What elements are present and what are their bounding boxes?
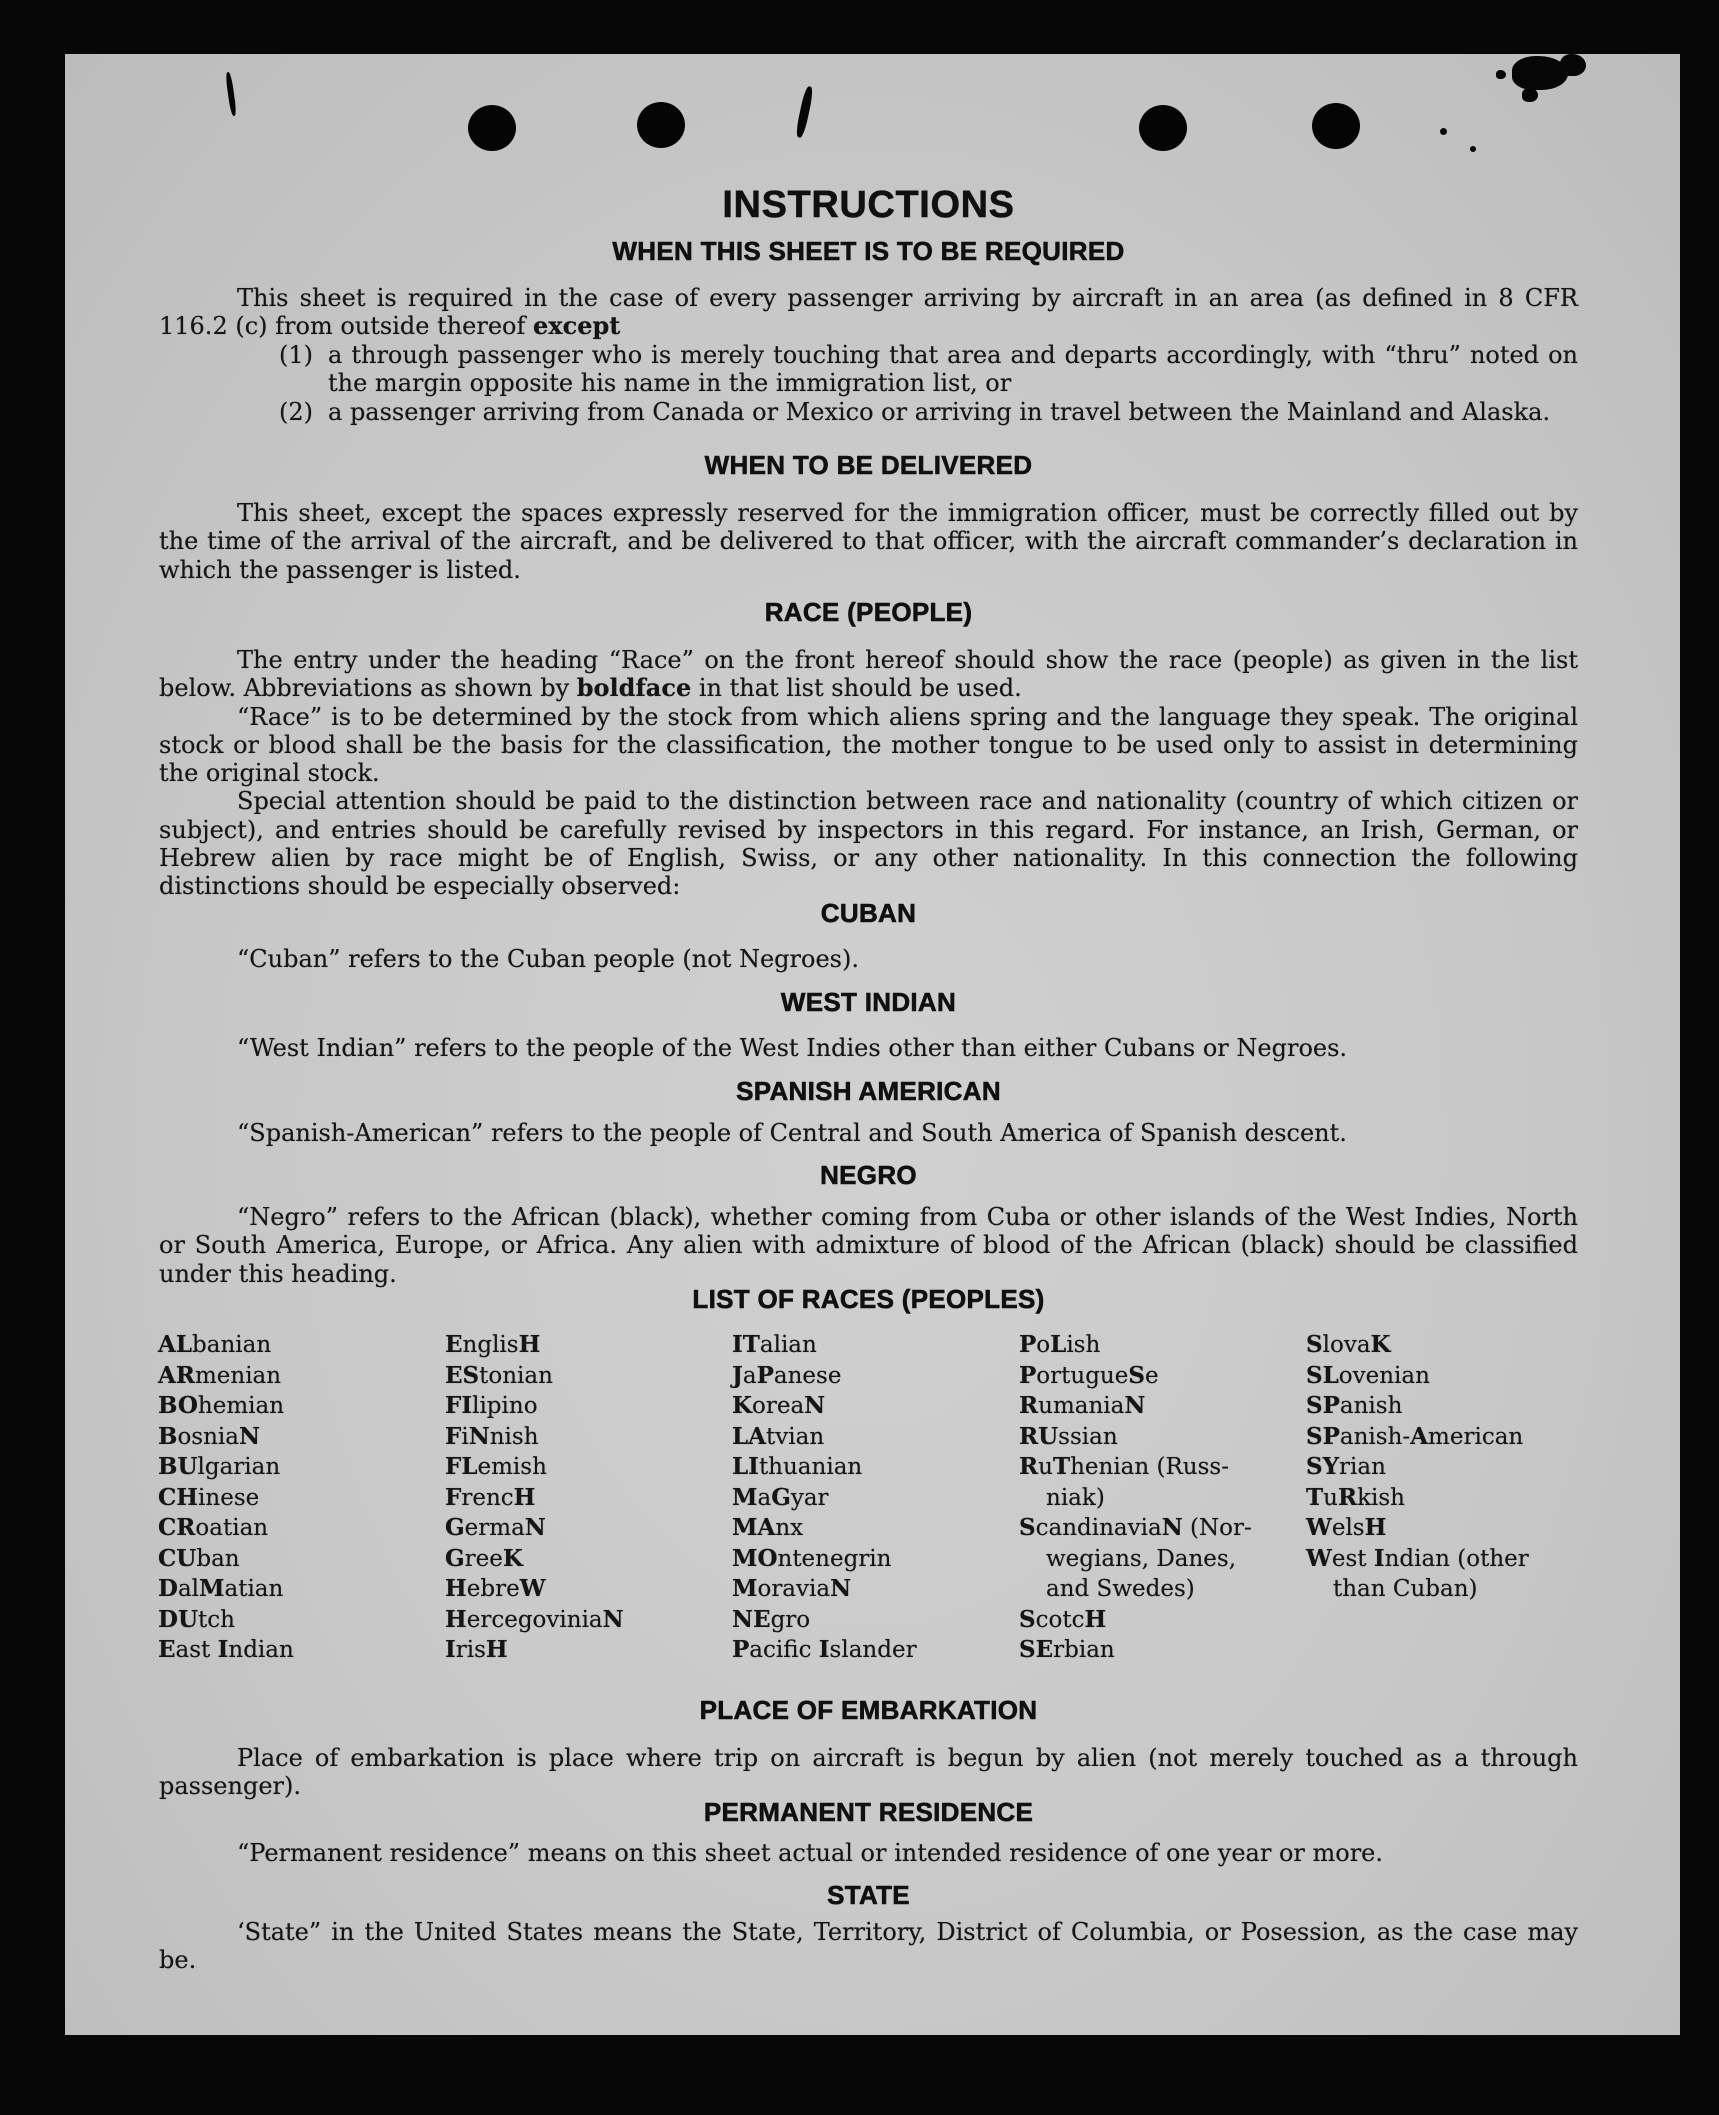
abbreviation-letters: NE <box>732 1605 771 1633</box>
abbreviation-letters: H <box>445 1605 467 1633</box>
punch-hole <box>1312 103 1360 149</box>
when-required-heading: WHEN THIS SHEET IS TO BE REQUIRED <box>612 236 1125 266</box>
abbreviation-letters: R <box>1337 1483 1358 1511</box>
abbreviation-letters: IT <box>732 1331 760 1358</box>
ink-speck <box>1440 128 1447 135</box>
race-list-item: BosniaN <box>158 1422 261 1450</box>
race-list-item: IrisH <box>445 1636 508 1663</box>
instructions-title: INSTRUCTIONS <box>722 184 1015 226</box>
abbreviation-letters: N <box>239 1422 261 1450</box>
race-list-item: ITalian <box>732 1331 817 1358</box>
abbreviation-letters: K <box>732 1392 752 1419</box>
abbreviation-letters: N <box>468 1422 490 1450</box>
abbreviation-letters: M <box>199 1575 225 1602</box>
abbreviation-letters: MO <box>732 1544 778 1572</box>
list-of-races-heading: LIST OF RACES (PEOPLES) <box>692 1284 1045 1314</box>
abbreviation-letters: N <box>524 1514 546 1541</box>
abbreviation-letters: CH <box>158 1483 199 1511</box>
punch-hole <box>637 102 685 148</box>
race-list-item: NEgro <box>732 1605 811 1633</box>
abbreviation-letters: N <box>1161 1514 1183 1541</box>
abbreviation-letters: D <box>158 1575 178 1602</box>
exception-text: a passenger arriving from Canada or Mexico or arriving in travel between the Mainland and Alaska. <box>328 397 1551 426</box>
abbreviation-letters: H <box>1084 1605 1107 1633</box>
race-list-item: WelsH <box>1306 1514 1387 1541</box>
abbreviation-letters: K <box>502 1544 523 1572</box>
race-paragraph-3: Special attention should be paid to the distinction between race and nationality (country of which citizen or subject), and entries should be carefully revised by inspectors in this regard. For instance, an Irish, German, or Hebrew alien by race might be of English, Swiss, or any other nationality. In this connection the following distinctions should be especially observed: <box>159 787 1578 901</box>
race-list-item: SErbian <box>1019 1636 1115 1663</box>
paper-damage <box>1560 54 1586 76</box>
abbreviation-letters: BO <box>158 1392 198 1419</box>
race-list-item: SlovaK <box>1306 1331 1391 1358</box>
race-list-item: East Indian <box>158 1636 294 1663</box>
race-list-item: FrencH <box>445 1483 536 1511</box>
exception-text: a through passenger who is merely touching that area and departs accordingly, with “thru” noted on the margin opposite his name in the immigration list, or <box>328 341 1578 398</box>
abbreviation-letters: H <box>513 1483 536 1511</box>
abbreviation-letters: FL <box>445 1453 478 1480</box>
abbreviation-letters: P <box>756 1361 774 1389</box>
abbreviation-letters: K <box>1370 1331 1391 1358</box>
abbreviation-letters: S <box>1128 1361 1145 1389</box>
race-list-item: ScandinaviaN (Nor- wegians, Danes, and Swedes) <box>1019 1514 1252 1602</box>
race-list-item: ALbanian <box>158 1331 272 1358</box>
abbreviation-letters: A <box>1410 1422 1429 1450</box>
race-list-item: SLovenian <box>1306 1361 1430 1389</box>
race-list-item: CHinese <box>158 1483 260 1511</box>
abbreviation-letters: H <box>518 1331 541 1358</box>
exception-item <box>279 341 1578 398</box>
abbreviation-letters: I <box>217 1636 229 1663</box>
race-column <box>1306 1330 1593 1666</box>
race-list-item: KoreaN <box>732 1392 826 1419</box>
race-list-item: DUtch <box>158 1605 235 1633</box>
abbreviation-letters: N <box>804 1392 826 1419</box>
west-indian-heading: WEST INDIAN <box>780 987 957 1017</box>
abbreviation-letters: T <box>1306 1483 1324 1511</box>
race-list-item: MOntenegrin <box>732 1544 892 1572</box>
abbreviation-letters: SE <box>1019 1636 1054 1663</box>
west-indian-paragraph: “West Indian” refers to the people of the West Indies other than either Cubans or Negroes. <box>237 1034 1348 1062</box>
embarkation-heading: PLACE OF EMBARKATION <box>699 1695 1038 1725</box>
spanish-american-paragraph: “Spanish-American” refers to the people of Central and South America of Spanish descent. <box>237 1119 1347 1147</box>
abbreviation-letters: LA <box>732 1422 767 1450</box>
race-list-item: BOhemian <box>158 1392 285 1419</box>
when-delivered-heading: WHEN TO BE DELIVERED <box>704 450 1033 480</box>
except-emphasis: except <box>533 311 621 341</box>
abbreviation-letters: MA <box>732 1514 776 1541</box>
race-list-item: ARmenian <box>158 1361 282 1389</box>
abbreviation-letters: R <box>1019 1453 1039 1480</box>
abbreviation-letters: RU <box>1019 1422 1059 1450</box>
abbreviation-letters: DU <box>158 1605 199 1633</box>
abbreviation-letters: SY <box>1306 1453 1340 1480</box>
race-list-item: LIthuanian <box>732 1453 863 1480</box>
race-text-end: in that list should be used. <box>698 674 1022 703</box>
race-list-item: MAnx <box>732 1514 804 1541</box>
race-list-item: ScotcH <box>1019 1605 1107 1633</box>
when-delivered-paragraph: This sheet, except the spaces expressly reserved for the immigration officer, must be correctly filled out by the time of the arrival of the aircraft, and be delivered to that officer, with the aircraft commander’s declaration in which the passenger is listed. <box>159 499 1578 584</box>
race-paragraph-1 <box>159 646 1578 703</box>
race-list-item: Pacific Islander <box>732 1636 917 1663</box>
race-list-item: LAtvian <box>732 1422 825 1450</box>
permanent-residence-heading: PERMANENT RESIDENCE <box>703 1797 1034 1827</box>
abbreviation-letters: J <box>732 1361 743 1389</box>
race-list-item: HebreW <box>445 1575 546 1602</box>
race-list-item: JaPanese <box>732 1361 842 1389</box>
abbreviation-letters: CR <box>158 1514 196 1541</box>
embarkation-paragraph: Place of embarkation is place where trip on aircraft is begun by alien (not merely touched as a through passenger). <box>159 1744 1578 1801</box>
abbreviation-letters: G <box>771 1483 791 1511</box>
exceptions-list <box>279 341 1578 426</box>
abbreviation-letters: S <box>1019 1514 1036 1541</box>
race-paragraphs <box>159 646 1578 901</box>
abbreviation-letters: LI <box>732 1453 759 1480</box>
abbreviation-letters: SP <box>1306 1392 1340 1419</box>
ink-speck <box>1470 146 1476 152</box>
abbreviation-letters: CU <box>158 1544 197 1572</box>
race-list-item: MaGyar <box>732 1483 829 1511</box>
abbreviation-letters: F <box>445 1483 462 1511</box>
abbreviation-letters: I <box>818 1636 830 1663</box>
abbreviation-letters: W <box>519 1575 546 1602</box>
negro-heading: NEGRO <box>820 1160 917 1190</box>
race-list-item: West Indian (other than Cuban) <box>1306 1544 1529 1602</box>
abbreviation-letters: H <box>1364 1514 1387 1541</box>
race-list-item: SPanish <box>1306 1392 1403 1419</box>
abbreviation-letters: F <box>445 1422 462 1450</box>
negro-paragraph: “Negro” refers to the African (black), whether coming from Cuba or other islands of the West Indies, North or South America, Europe, or Africa. Any alien with admixture of blood of the African (black) should be classified under this heading. <box>159 1203 1578 1288</box>
abbreviation-letters: S <box>1306 1331 1323 1358</box>
race-list-item: DalMatian <box>158 1575 284 1602</box>
state-heading: STATE <box>827 1880 910 1910</box>
abbreviation-letters: BU <box>158 1453 198 1480</box>
exception-marker: (2) <box>279 397 313 426</box>
race-list <box>158 1330 1598 1666</box>
race-list-item: TuRkish <box>1306 1483 1405 1511</box>
abbreviation-letters: I <box>445 1636 456 1663</box>
abbreviation-letters: H <box>445 1575 467 1602</box>
race-list-item: SPanish-American <box>1306 1422 1524 1450</box>
cuban-heading: CUBAN <box>820 898 917 928</box>
race-heading: RACE (PEOPLE) <box>764 597 973 627</box>
abbreviation-letters: AL <box>158 1331 193 1358</box>
race-list-item: CUban <box>158 1544 240 1572</box>
punch-hole <box>468 105 516 151</box>
exception-item <box>279 398 1578 426</box>
abbreviation-letters: AR <box>158 1361 195 1389</box>
abbreviation-letters: H <box>485 1636 508 1663</box>
abbreviation-letters: ES <box>445 1361 480 1389</box>
boldface-emphasis: boldface <box>576 673 692 703</box>
race-list-item: FIlipino <box>445 1392 538 1419</box>
abbreviation-letters: M <box>732 1483 758 1511</box>
abbreviation-letters: R <box>1019 1392 1039 1419</box>
race-paragraph-2: “Race” is to be determined by the stock from which aliens spring and the language they speak. The original stock or blood shall be the basis for the classification, the mother tongue to be used only to assist in determining the original stock. <box>159 702 1578 788</box>
race-column <box>445 1330 732 1666</box>
race-list-item: RuThenian (Russ- niak) <box>1019 1453 1229 1511</box>
permanent-residence-paragraph: “Permanent residence” means on this sheet actual or intended residence of one year or more. <box>237 1839 1383 1867</box>
abbreviation-letters: W <box>1306 1514 1332 1541</box>
punch-hole <box>1139 105 1187 151</box>
abbreviation-letters: E <box>445 1331 463 1358</box>
paper-damage <box>1496 70 1506 79</box>
abbreviation-letters: E <box>158 1636 176 1663</box>
race-list-item: HercegoviniaN <box>445 1605 624 1633</box>
race-list-item: PortugueSe <box>1019 1361 1159 1389</box>
race-list-item: RUssian <box>1019 1422 1118 1450</box>
race-list-item: EStonian <box>445 1361 553 1389</box>
abbreviation-letters: FI <box>445 1392 473 1419</box>
paper-damage <box>1522 88 1538 102</box>
abbreviation-letters: I <box>1373 1544 1385 1572</box>
race-list-item: GreeK <box>445 1544 523 1572</box>
abbreviation-letters: P <box>1019 1361 1037 1389</box>
race-column <box>158 1330 445 1666</box>
race-list-item: EnglisH <box>445 1331 541 1358</box>
race-list-item: FiNnish <box>445 1422 539 1450</box>
abbreviation-letters: M <box>732 1575 758 1602</box>
abbreviation-letters: G <box>445 1514 465 1541</box>
race-list-item: RumaniaN <box>1019 1392 1146 1419</box>
race-list-item: PoLish <box>1019 1331 1101 1358</box>
abbreviation-letters: N <box>1124 1392 1146 1419</box>
race-list-item: MoraviaN <box>732 1575 852 1602</box>
exception-marker: (1) <box>279 341 313 369</box>
abbreviation-letters: W <box>1306 1544 1332 1572</box>
state-paragraph: ‘State” in the United States means the State, Territory, District of Columbia, or Posession, as the case may be. <box>159 1918 1578 1975</box>
abbreviation-letters: N <box>830 1575 852 1602</box>
race-list-item: FLemish <box>445 1453 547 1480</box>
race-text-start: The entry under the heading “Race” on the front hereof should show the race (people) as given in the list below. Abbreviations as shown by <box>159 646 1578 703</box>
race-list-item: CRoatian <box>158 1514 269 1541</box>
race-column <box>732 1330 1019 1666</box>
abbreviation-letters: P <box>1019 1331 1037 1358</box>
cuban-paragraph: “Cuban” refers to the Cuban people (not Negroes). <box>237 945 859 973</box>
race-list-item: GermaN <box>445 1514 546 1541</box>
when-required-text: This sheet is required in the case of every passenger arriving by aircraft in an area (as defined in 8 CFR 116.2 (c) from outside thereof <box>159 284 1578 341</box>
abbreviation-letters: L <box>1050 1331 1067 1358</box>
abbreviation-letters: P <box>732 1636 750 1663</box>
abbreviation-letters: T <box>1052 1453 1071 1480</box>
race-list-item: SYrian <box>1306 1453 1386 1480</box>
abbreviation-letters: SL <box>1306 1361 1339 1389</box>
abbreviation-letters: G <box>445 1544 465 1572</box>
abbreviation-letters: S <box>1019 1605 1036 1633</box>
when-required-paragraph <box>159 284 1578 341</box>
race-column <box>1019 1330 1306 1666</box>
abbreviation-letters: N <box>602 1605 624 1633</box>
spanish-american-heading: SPANISH AMERICAN <box>736 1076 1001 1106</box>
abbreviation-letters: B <box>158 1422 178 1450</box>
race-list-item: BUlgarian <box>158 1453 281 1480</box>
abbreviation-letters: SP <box>1306 1422 1340 1450</box>
